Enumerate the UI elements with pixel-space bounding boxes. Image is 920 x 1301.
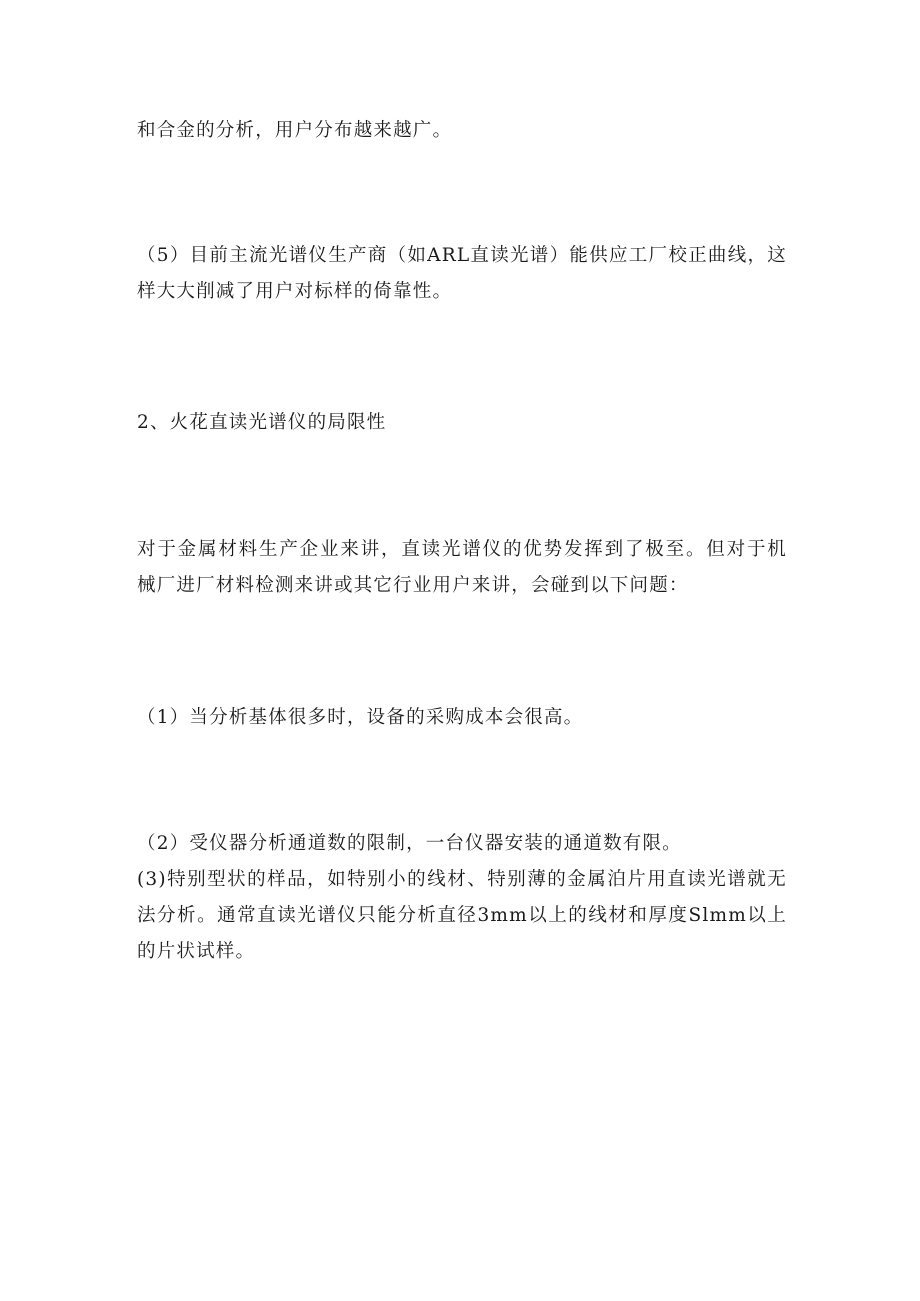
paragraph-item-5: （5）目前主流光谱仪生产商（如ARL直读光谱）能供应工厂校正曲线，这样大大削减了用户对标样的倚靠性。 — [137, 245, 787, 302]
paragraph-alloy-analysis: 和合金的分析，用户分布越来越广。 — [137, 120, 453, 141]
paragraph-problem-3: (3)特别型状的样品，如特别小的线材、特别薄的金属泊片用直读光谱就无法分析。通常直读光谱仪只能分析直径3mm以上的线材和厚度Slmm以上的片状试样。 — [137, 869, 787, 962]
section-heading-limitations: 2、火花直读光谱仪的局限性 — [137, 412, 387, 433]
paragraph-problem-2: （2）受仪器分析通道数的限制，一台仪器安装的通道数有限。 — [137, 833, 682, 854]
paragraph-intro-problems: 对于金属材料生产企业来讲，直读光谱仪的优势发挥到了极至。但对于机械厂进厂材料检测来讲或其它行业用户来讲，会碰到以下问题： — [137, 539, 787, 596]
paragraph-problem-1: （1）当分析基体很多时，设备的采购成本会很高。 — [137, 707, 584, 728]
